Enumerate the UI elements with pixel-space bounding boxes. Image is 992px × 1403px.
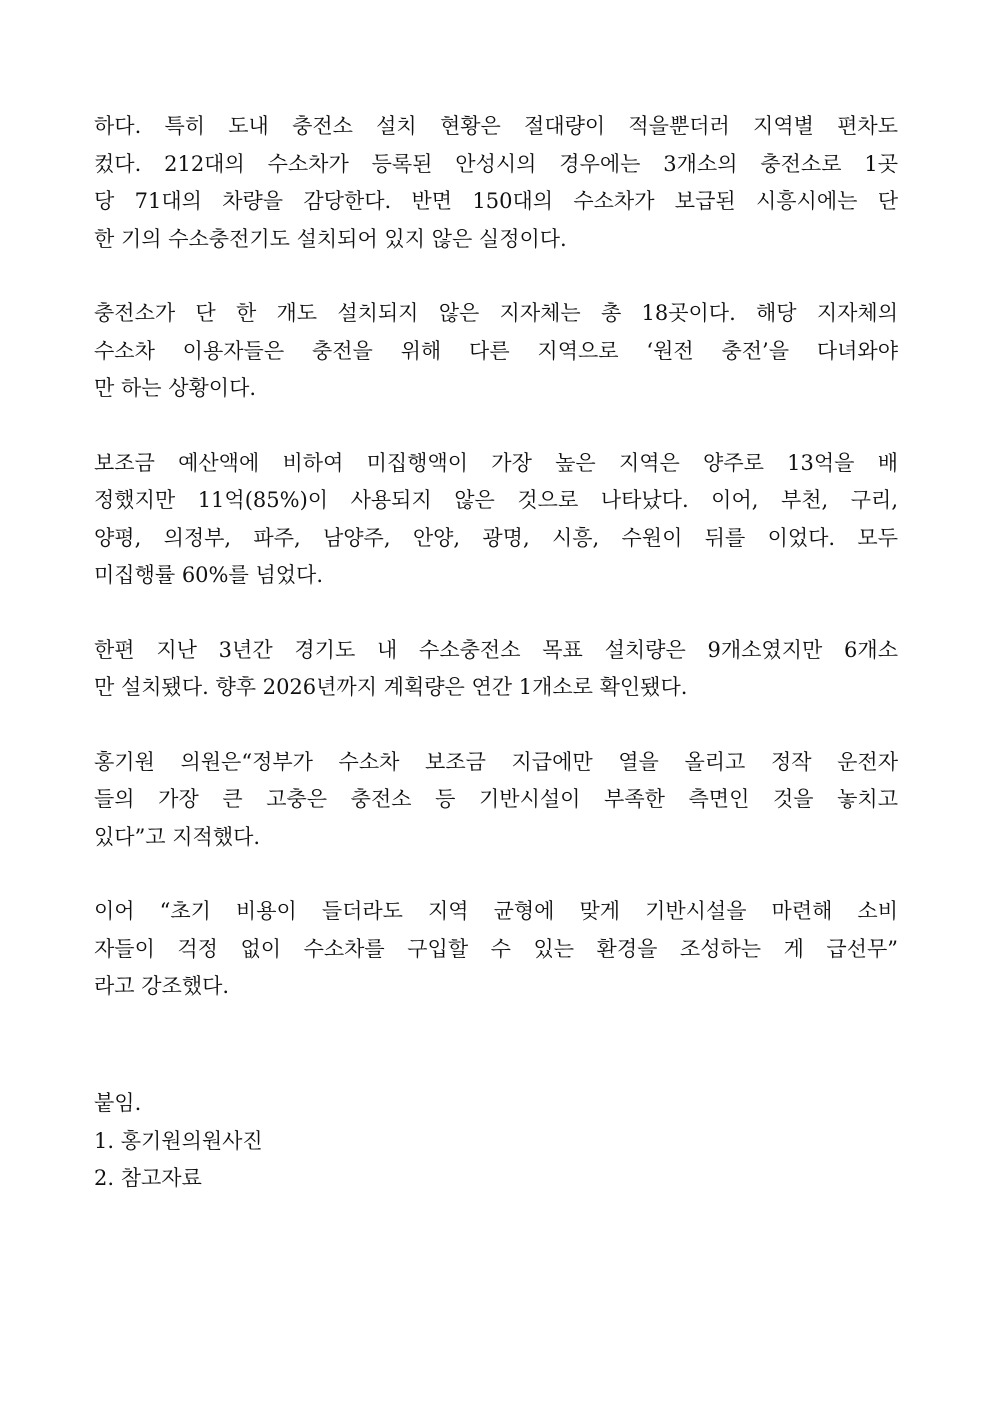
text-line: 라고 강조했다. <box>94 974 230 998</box>
text-line: 만 하는 상황이다. <box>94 376 257 400</box>
text-line: 정했지만 11억(85%)이 사용되지 않은 것으로 나타났다. 이어, 부천, 구리, <box>94 488 898 512</box>
attachments-heading: 붙임. <box>94 1091 142 1115</box>
text-line: 만 설치됐다. 향후 2026년까지 계획량은 연간 1개소로 확인됐다. <box>94 675 688 699</box>
text-line: 자들이 걱정 없이 수소차를 구입할 수 있는 환경을 조성하는 게 급선무” <box>94 936 898 961</box>
attachment-item: 1. 홍기원의원사진 <box>94 1128 263 1153</box>
paragraph-subsidy-unexecuted <box>94 445 898 595</box>
text-line: 미집행률 60%를 넘었다. <box>94 563 323 587</box>
text-line: 있다”고 지적했다. <box>94 824 261 849</box>
text-line: 보조금 예산액에 비하여 미집행액이 가장 높은 지역은 양주로 13억을 배 <box>94 450 898 475</box>
text-line: 당 71대의 차량을 감당한다. 반면 150대의 수소차가 보급된 시흥시에는 단 <box>94 189 898 213</box>
article-body <box>94 108 898 1043</box>
text-line: 하다. 특히 도내 충전소 설치 현황은 절대량이 적을뿐더러 지역별 편차도 <box>94 114 898 138</box>
text-line: 수소차 이용자들은 충전을 위해 다른 지역으로 ‘원전 충전’을 다녀와야 <box>94 338 898 363</box>
attachments-section <box>94 1085 694 1198</box>
text-line: 한 기의 수소충전기도 설치되어 있지 않은 실정이다. <box>94 226 567 251</box>
attachment-item: 2. 참고자료 <box>94 1166 202 1190</box>
paragraph-lawmaker-quote <box>94 744 898 857</box>
paragraph-charging-station-status <box>94 108 898 258</box>
paragraph-closing-quote <box>94 893 898 1006</box>
text-line: 충전소가 단 한 개도 설치되지 않은 지자체는 총 18곳이다. 해당 지자체의 <box>94 301 898 325</box>
text-line: 양평, 의정부, 파주, 남양주, 안양, 광명, 시흥, 수원이 뒤를 이었다. 모두 <box>94 525 898 550</box>
text-line: 들의 가장 큰 고충은 충전소 등 기반시설이 부족한 측면인 것을 놓치고 <box>94 787 898 811</box>
text-line: 한편 지난 3년간 경기도 내 수소충전소 목표 설치량은 9개소였지만 6개소 <box>94 637 898 662</box>
text-line: 홍기원 의원은“정부가 수소차 보조금 지급에만 열을 올리고 정작 운전자 <box>94 749 898 774</box>
paragraph-installation-target <box>94 632 898 707</box>
text-line: 이어 “초기 비용이 들더라도 지역 균형에 맞게 기반시설을 마련해 소비 <box>94 899 898 923</box>
text-line: 컸다. 212대의 수소차가 등록된 안성시의 경우에는 3개소의 충전소로 1곳 <box>94 151 898 176</box>
paragraph-municipalities-without-station <box>94 295 898 408</box>
